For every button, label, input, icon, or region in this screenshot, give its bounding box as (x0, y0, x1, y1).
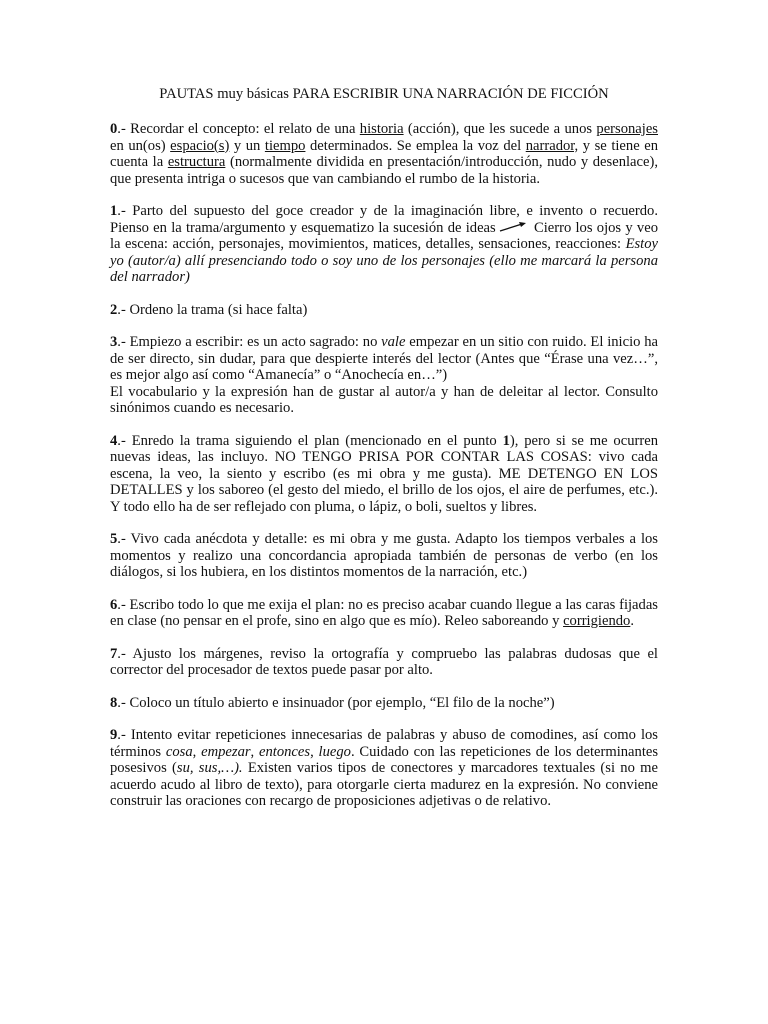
italic-text: entonces (259, 743, 311, 760)
text: .- Coloco un título abierto e insinuador (por ejemplo, “El filo de la noche”) (117, 694, 555, 711)
text: . (630, 613, 634, 629)
underlined-term: historia (359, 121, 404, 137)
text: determinados. Se emplea la voz del (305, 137, 526, 154)
italic-text: empezar (201, 743, 251, 760)
document-title: PAUTAS muy básicas PARA ESCRIBIR UNA NARRACIÓN DE FICCIÓN (159, 86, 609, 102)
italic-text: su, sus,…). (176, 760, 243, 776)
paragraph-2 (110, 302, 658, 319)
underlined-term: tiempo (264, 137, 306, 154)
paragraph-1 (110, 203, 658, 286)
italic-text: vale (381, 334, 406, 350)
paragraph-0 (110, 121, 658, 187)
item-number: 2 (110, 301, 118, 318)
item-number: 4 (110, 432, 118, 449)
text: . Cuidado con las repeticiones de los determinantes posesivos ( (110, 743, 659, 776)
text: Existen varios tipos de conectores y marcadores textuales (si no me acuerdo acudo al libro de texto), para otorgarle cierta madurez en la expresión. No conviene construir las oraciones con recargo de proposiciones adjetivas o de relativo. (110, 760, 658, 809)
underlined-term: corrigiendo (563, 613, 631, 629)
text: empezar en un sitio con ruido. El inicio ha de ser directo, sin dudar, para que despierte interés del lector (Antes que “Érase una vez…”, es mejor algo así como “Amanecía” o “Anochecía en…”) (110, 334, 658, 383)
item-number: 5 (110, 531, 118, 547)
paragraph-6 (110, 597, 658, 630)
text: en un(os) (110, 137, 171, 154)
item-number: 8 (110, 694, 118, 711)
bold-reference: 1 (502, 432, 510, 449)
paragraph-3 (110, 334, 658, 417)
text: .- Recordar el concepto: el relato de una (117, 121, 360, 137)
underlined-term: personajes (596, 121, 658, 137)
item-number: 1 (110, 203, 118, 219)
item-number: 0 (110, 121, 118, 137)
underlined-term: estructura (167, 154, 226, 170)
document-page (110, 84, 658, 826)
item-number: 3 (110, 334, 118, 350)
text: , (310, 743, 319, 760)
text: ), pero si se me ocurren nuevas ideas, las incluyo. NO TENGO PRISA POR CONTAR LAS COSAS: vivo cada escena, la veo, la siento y escribo (es mi obra y me gusta). ME DETENGO EN LOS DETALLES y los saboreo (el gesto del miedo, el brillo de los ojos, el aire de perfumes, etc.). Y todo ello ha de ser reflejado con pluma, o lápiz, o boli, sueltos y libres. (110, 432, 658, 515)
paragraph-7 (110, 646, 658, 679)
paragraph-5 (110, 531, 658, 581)
italic-text: luego (318, 743, 351, 760)
text: y un (229, 137, 265, 154)
text: .- Ordeno la trama (si hace falta) (117, 301, 308, 318)
italic-text: Estoy yo (autor/a) allí presenciando todo o soy uno de los personajes (ello me marcará la persona del narrador) (110, 236, 658, 285)
text: (normalmente dividida en presentación/introducción, nudo y desenlace), que presenta intriga o sucesos que van cambiando el rumbo de la historia. (110, 154, 658, 187)
text: El vocabulario y la expresión han de gustar al autor/a y han de deleitar al lector. Consulto sinónimos cuando es necesario. (110, 383, 658, 416)
text: .- Empiezo a escribir: es un acto sagrado: no (117, 334, 382, 350)
text: .- Ajusto los márgenes, reviso la ortografía y compruebo las palabras dudosas que el corrector del procesador de textos puede pasar por alto. (110, 645, 658, 678)
item-number: 7 (110, 645, 118, 662)
text: y se tiene en cuenta la (110, 137, 659, 170)
text: .- Intento evitar repeticiones innecesarias de palabras y abuso de comodines, así como los términos (110, 727, 658, 760)
text: .- Enredo la trama siguiendo el plan (mencionado en el punto (117, 432, 503, 449)
text: , (192, 743, 202, 760)
item-number: 6 (110, 596, 118, 613)
paragraph-4 (110, 433, 658, 516)
paragraph-8 (110, 695, 658, 712)
text: , (250, 743, 259, 760)
arrow-icon (498, 221, 528, 233)
text: (acción), que les sucede a unos (403, 121, 597, 137)
text: .- Escribo todo lo que me exija el plan: no es preciso acabar cuando llegue a las caras fijadas en clase (no pensar en el profe, sino en algo que es mío). Releo saboreando y (110, 596, 658, 629)
item-number: 9 (110, 727, 118, 743)
underlined-term: narrador, (525, 137, 579, 154)
italic-text: cosa (165, 743, 193, 760)
text: .- Vivo cada anécdota y detalle: es mi obra y me gusta. Adapto los tiempos verbales a los momentos y realizo una concordancia apropiada también de personas de verbo (en los diálogos, si los hubiera, en los distintos momentos de la narración, etc.) (110, 531, 658, 580)
underlined-term: espacio(s) (170, 137, 230, 154)
paragraph-9 (110, 727, 658, 810)
text: .- Parto del supuesto del goce creador y de la imaginación libre, e invento o recuerdo. Pienso en la trama/argumento y esquematizo la sucesión de ideas (110, 203, 658, 236)
text: Cierro los ojos y veo la escena: acción, personajes, movimientos, matices, detalles, sensaciones, reacciones: (110, 219, 658, 252)
